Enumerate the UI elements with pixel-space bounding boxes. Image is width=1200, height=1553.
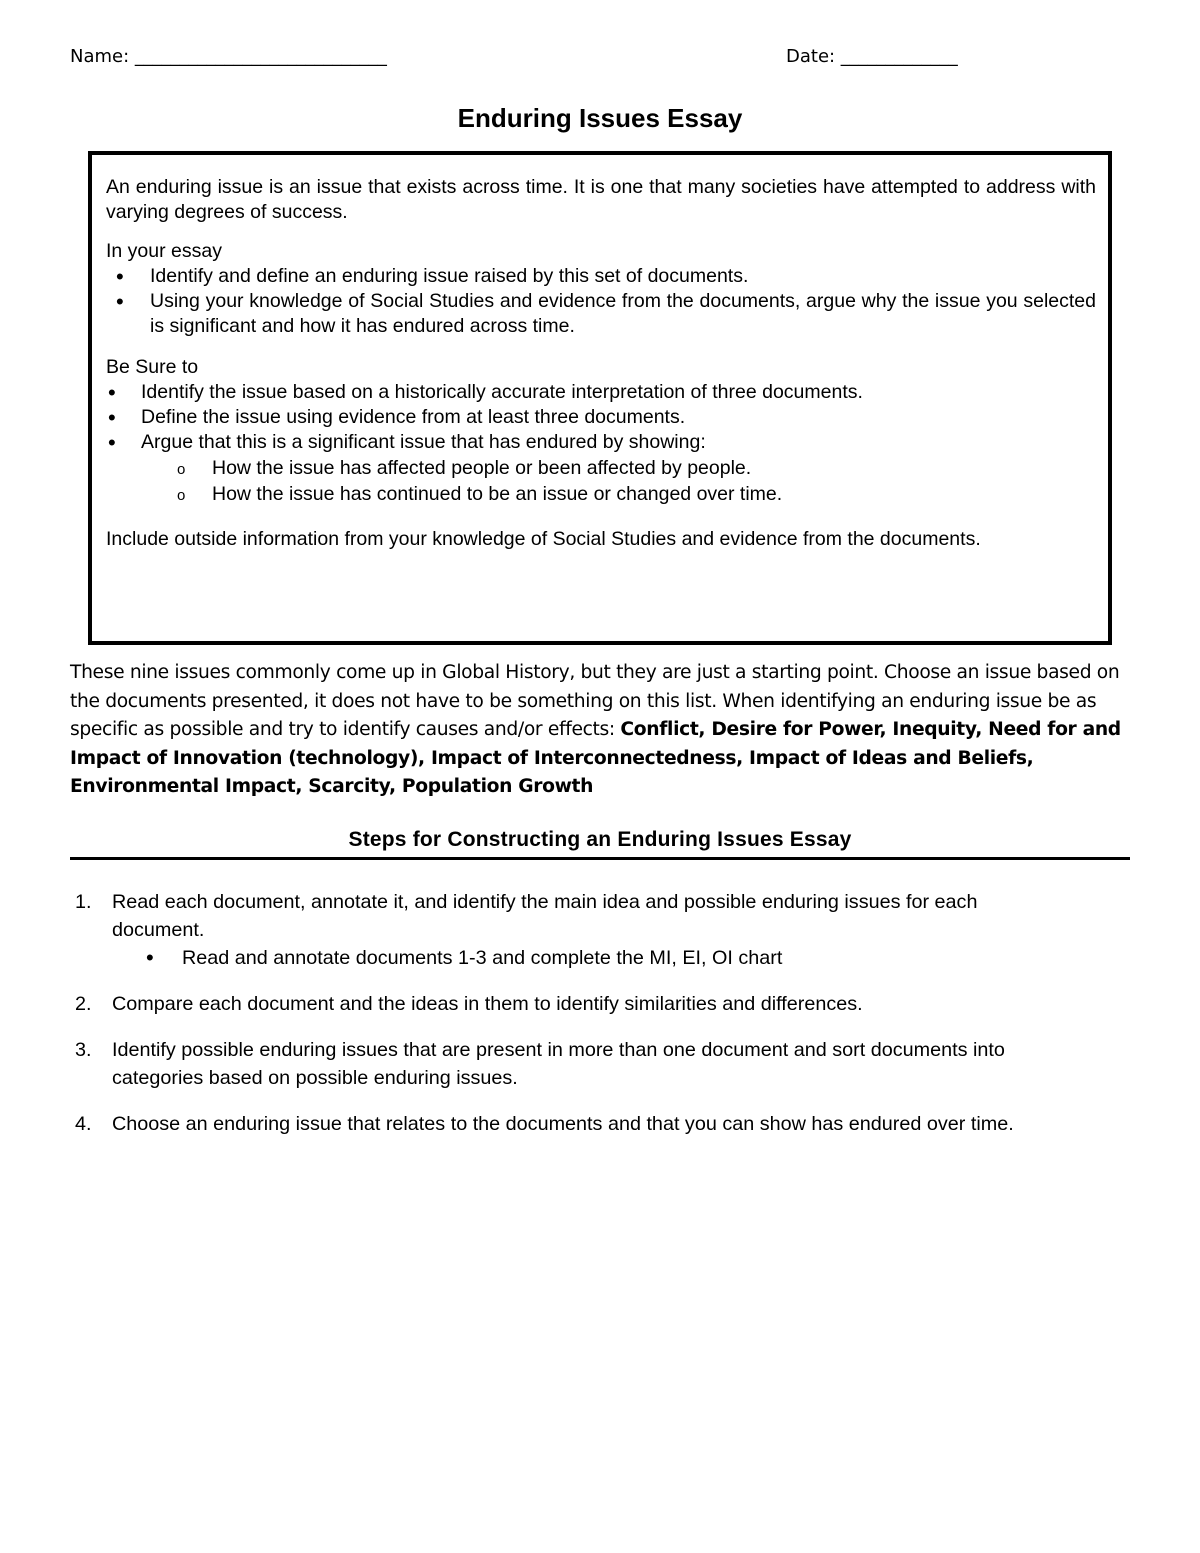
intro-text: An enduring issue is an issue that exists across time. It is one that many societies have attempted to address with varying degrees of success. bbox=[106, 176, 1096, 223]
step-number: 4. bbox=[75, 1113, 92, 1135]
step-text: Read each document, annotate it, and identify the main idea and possible enduring issues for each document. bbox=[112, 891, 978, 941]
besure-heading: Be Sure to bbox=[106, 356, 199, 378]
name-field-label: Name: ____________________________ bbox=[70, 46, 387, 67]
steps-list bbox=[70, 888, 1070, 1156]
date-field-label: Date: _____________ bbox=[786, 46, 958, 67]
essay-heading: In your essay bbox=[106, 240, 222, 262]
step-text: Identify possible enduring issues that are present in more than one document and sort documents into categories based on possible enduring issues. bbox=[112, 1039, 1005, 1089]
step-number: 2. bbox=[75, 993, 92, 1015]
besure-sublist bbox=[106, 455, 1096, 507]
closing-text: Include outside information from your knowledge of Social Studies and evidence from the documents. bbox=[106, 528, 981, 550]
sub-list-item: o How the issue has affected people or been affected by people. bbox=[106, 455, 1096, 481]
issues-paragraph-text: These nine issues commonly come up in Global History, but they are just a starting point. Choose an issue based on the documents presented, it does not have to be something on this list. When identifying an enduring issue be as specific as possible and try to identify causes and/or effects: bbox=[70, 662, 1120, 740]
essay-list bbox=[106, 264, 1096, 339]
steps-title: Steps for Constructing an Enduring Issues Essay bbox=[348, 828, 852, 851]
step-sublist bbox=[112, 944, 1070, 972]
step-sub-item: • Read and annotate documents 1-3 and complete the MI, EI, OI chart bbox=[112, 944, 1070, 972]
step-item bbox=[70, 1036, 1070, 1092]
sub-list-item: o How the issue has continued to be an issue or changed over time. bbox=[106, 481, 1096, 507]
step-number: 1. bbox=[75, 891, 92, 913]
list-item: • Define the issue using evidence from at least three documents. bbox=[106, 405, 1096, 430]
besure-list bbox=[106, 380, 1096, 455]
issues-list-bold: Conflict, Desire for Power, Inequity, Need for and Impact of Innovation (technology), Impact of Interconnectedness, Impact of Ideas and Beliefs, Environmental Impact, Scarcity, Population Growth bbox=[70, 719, 1121, 797]
instructions-box bbox=[88, 151, 1112, 645]
list-item: • Using your knowledge of Social Studies and evidence from the documents, argue why the issue you selected is significant and how it has endured across time. bbox=[106, 289, 1096, 339]
step-item bbox=[70, 1110, 1070, 1138]
list-item: • Identify the issue based on a historically accurate interpretation of three documents. bbox=[106, 380, 1096, 405]
list-item: • Argue that this is a significant issue that has endured by showing: bbox=[106, 430, 1096, 455]
issues-paragraph bbox=[70, 659, 1130, 802]
list-item: • Identify and define an enduring issue raised by this set of documents. bbox=[106, 264, 1096, 289]
step-text: Compare each document and the ideas in them to identify similarities and differences. bbox=[112, 993, 863, 1015]
step-item bbox=[70, 990, 1070, 1018]
step-item bbox=[70, 888, 1070, 972]
page-title: Enduring Issues Essay bbox=[457, 103, 743, 133]
step-number: 3. bbox=[75, 1039, 92, 1061]
divider bbox=[70, 857, 1130, 860]
step-text: Choose an enduring issue that relates to the documents and that you can show has endured over time. bbox=[112, 1113, 1014, 1135]
